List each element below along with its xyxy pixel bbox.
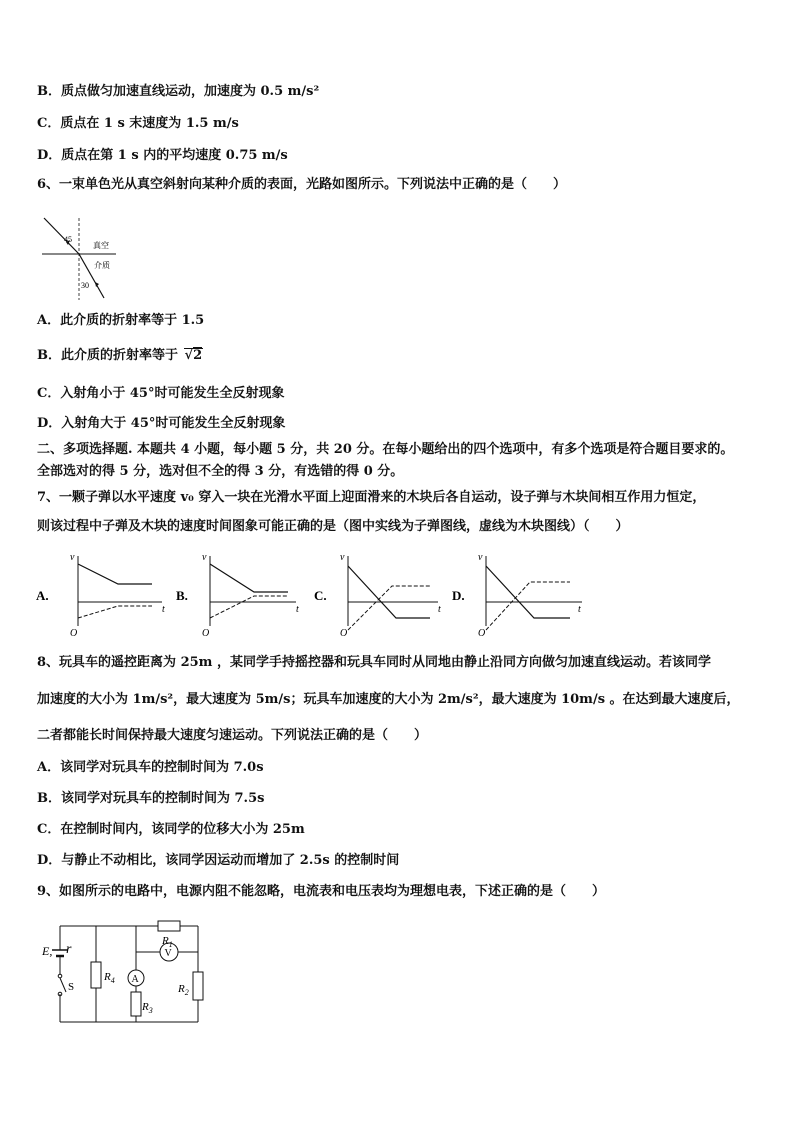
section2-line1: 二、多项选择题. 本题共 4 小题，每小题 5 分，共 20 分。在每小题给出的四个选项中，有多个选项是符合题目要求的。 (37, 442, 734, 457)
q7-stem-line2: 则该过程中子弹及木块的速度时间图象可能正确的是（图中实线为子弹图线，虚线为木块图线）（ ） (37, 519, 629, 534)
graph-a-block-line (78, 606, 152, 618)
graph-c-block-line (348, 586, 430, 630)
r3-label: $R_3$ (142, 1001, 153, 1015)
graph-b-label: B. (176, 588, 188, 603)
q8-stem-line2: 加速度的大小为 1m/s²，最大速度为 5m/s；玩具车加速度的大小为 2m/s²，最大速度为 10m/s 。在达到最大速度后， (37, 692, 740, 707)
graph-b-origin: O (202, 628, 210, 639)
q6-option-a: A．此介质的折射率等于 1.5 (37, 313, 205, 328)
switch-contact-top (58, 974, 62, 978)
r4-resistor (91, 962, 101, 988)
q8-stem-line3: 二者都能长时间保持最大速度匀速运动。下列说法正确的是（ ） (37, 728, 428, 743)
r4-label: $R_4$ (104, 971, 115, 985)
voltmeter-label: V (164, 948, 172, 959)
graph-b-t-label: t (296, 604, 299, 615)
r2-label: $R_2$ (178, 983, 189, 997)
graph-d-t-label: t (578, 604, 581, 615)
refraction-figure (38, 212, 118, 302)
q8-option-d: D．与静止不动相比，该同学因运动而增加了 2.5s 的控制时间 (37, 853, 400, 868)
q5-option-d: D．质点在第 1 s 内的平均速度 0.75 m/s (37, 148, 288, 163)
r2-resistor (193, 972, 203, 1000)
graph-a-bullet-line (78, 564, 152, 584)
graph-a (36, 552, 165, 639)
sqrt-value: 2 (193, 348, 203, 363)
q9-stem: 9、如图所示的电路中，电源内阻不能忽略，电流表和电压表均为理想电表，下述正确的是（ ） (37, 884, 606, 899)
angle-30-label: 30 (81, 281, 89, 290)
internal-resistance-label: r (66, 942, 72, 957)
graph-d-block-line (486, 582, 570, 630)
graph-c (314, 552, 441, 639)
graph-a-label: A. (36, 588, 49, 603)
graph-c-v-label: v (340, 552, 345, 563)
graph-d-origin: O (478, 628, 486, 639)
graph-a-v-label: v (70, 552, 75, 563)
graph-b (176, 552, 299, 639)
graph-a-origin: O (70, 628, 78, 639)
graph-c-bullet-line (348, 566, 430, 618)
graph-d-v-label: v (478, 552, 483, 563)
vt-graphs (36, 548, 596, 640)
graph-b-bullet-line (210, 564, 288, 592)
sqrt-symbol: √2 (184, 348, 203, 363)
graph-a-t-label: t (162, 604, 165, 615)
q8-option-b: B．该同学对玩具车的控制时间为 7.5s (37, 791, 265, 806)
angle-45-label: 45 (64, 235, 72, 244)
vacuum-label: 真空 (93, 241, 109, 250)
q7-stem-line1: 7、一颗子弹以水平速度 v₀ 穿入一块在光滑水平面上迎面滑来的木块后各自运动，设子弹与木块间相互作用力恒定， (37, 490, 706, 505)
r3-resistor (131, 992, 141, 1016)
q5-option-b: B．质点做匀加速直线运动，加速度为 0.5 m/s² (37, 84, 320, 99)
graph-d (452, 552, 582, 639)
switch-lever (60, 978, 66, 992)
circuit-diagram (38, 912, 218, 1032)
q6-option-b (37, 348, 203, 364)
q6-stem: 6、一束单色光从真空斜射向某种介质的表面，光路如图所示。下列说法中正确的是（ ） (37, 177, 567, 192)
graph-d-label: D. (452, 588, 465, 603)
q8-option-c: C．在控制时间内，该同学的位移大小为 25m (37, 822, 305, 837)
graph-d-bullet-line (486, 566, 570, 618)
q8-option-a: A．该同学对玩具车的控制时间为 7.0s (37, 760, 264, 775)
graph-c-t-label: t (438, 604, 441, 615)
q6-option-b-text: B．此介质的折射率等于 (37, 348, 178, 363)
section2-line2: 全部选对的得 5 分，选对但不全的得 3 分，有选错的得 0 分。 (37, 464, 404, 479)
q8-stem-line1: 8、玩具车的遥控距离为 25m ，某同学手持摇控器和玩具车同时从同地由静止沿同方向做匀加速直线运动。若该同学 (37, 655, 711, 670)
r1-label: $R_1$ (162, 935, 173, 949)
r1-resistor (158, 921, 180, 931)
graph-c-label: C. (314, 588, 327, 603)
graph-b-v-label: v (202, 552, 207, 563)
q5-option-c: C．质点在 1 s 末速度为 1.5 m/s (37, 116, 239, 131)
emf-label: E, (42, 944, 53, 958)
q6-option-c: C．入射角小于 45°时可能发生全反射现象 (37, 386, 285, 401)
incident-ray (44, 218, 79, 254)
q6-option-d: D．入射角大于 45°时可能发生全反射现象 (37, 416, 286, 431)
ammeter-label: A (131, 974, 139, 985)
graph-b-block-line (210, 596, 288, 618)
medium-label: 介质 (94, 261, 110, 270)
switch-label: S (68, 981, 75, 993)
graph-c-origin: O (340, 628, 348, 639)
